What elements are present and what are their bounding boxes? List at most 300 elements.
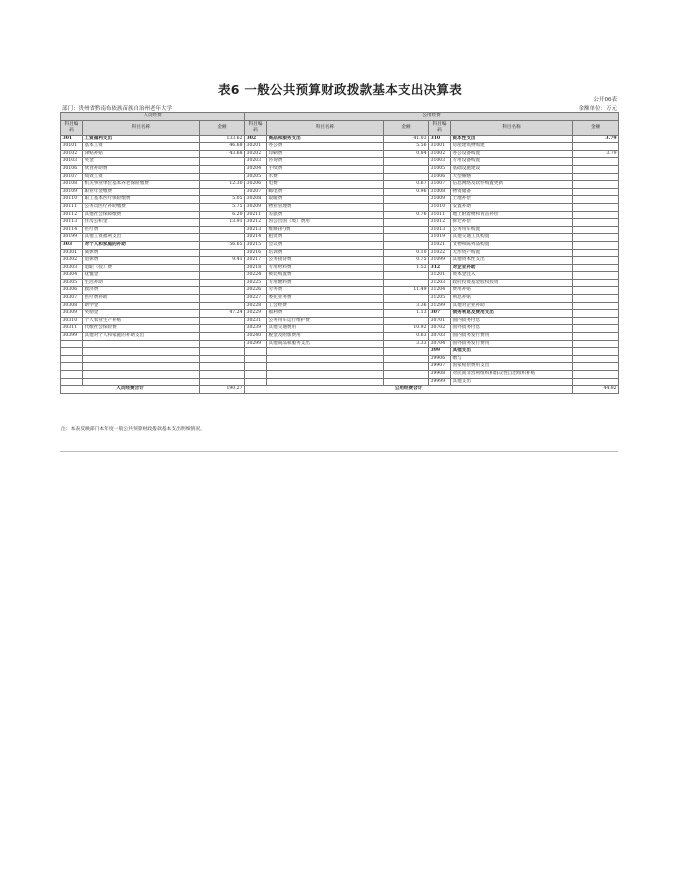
amount-cell [200,264,245,272]
amount-cell [200,355,245,363]
amount-cell [200,226,245,234]
name-cell: 绩效工资 [83,173,200,181]
table-row [61,302,619,310]
name-cell: 印刷费 [267,150,384,158]
code-cell: 30226 [245,287,267,295]
amount-cell [384,378,429,386]
amount-cell [200,340,245,348]
name-cell: 公务接待费 [267,257,384,265]
amount-cell [200,295,245,303]
amount-cell [573,340,619,348]
amount-cell [573,241,619,249]
name-cell: 专用材料费 [267,264,384,272]
code-cell: 30205 [245,173,267,181]
amount-cell [384,234,429,242]
code-cell: 30218 [245,264,267,272]
amount-cell [573,264,619,272]
code-cell: 307 [429,310,451,318]
code-cell: 30307 [61,295,83,303]
name-cell: 水费 [267,173,384,181]
code-cell: 30212 [245,219,267,227]
table-row [61,333,619,341]
code-cell: 31099 [429,257,451,265]
code-cell: 312 [429,264,451,272]
code-cell: 31201 [429,272,451,280]
amount-cell: 56.65 [200,241,245,249]
name-cell: 劳务费 [267,287,384,295]
name-cell: 利息补贴 [451,295,573,303]
name-cell: 其他交通工具购置 [451,234,573,242]
amount-cell [200,325,245,333]
code-cell: 30309 [61,310,83,318]
table-row [61,158,619,166]
table-row [61,287,619,295]
code-cell: 30299 [245,340,267,348]
code-cell: 30399 [61,333,83,341]
name-cell: 公务员医疗补助缴费 [83,203,200,211]
name-cell: 办公费 [267,143,384,151]
table-row [61,325,619,333]
table-row [61,348,619,356]
name-cell: 国内债务付息 [451,317,573,325]
amount-cell [384,371,429,379]
name-cell: 工资福利支出 [83,135,200,143]
amount-cell: 5.05 [200,196,245,204]
amount-cell [200,302,245,310]
name-cell: 对个人和家庭的补助 [83,241,200,249]
table-row [61,196,619,204]
amount-cell: 0.63 [384,333,429,341]
name-cell: 救济费 [83,287,200,295]
table-row [61,257,619,265]
code-cell: 39908 [429,371,451,379]
name-cell: 职工基本医疗保险缴费 [83,196,200,204]
code-cell: 30224 [245,272,267,280]
amount-cell: 0.84 [384,150,429,158]
divider [60,451,618,452]
code-cell: 31205 [429,295,451,303]
name-cell: 伙食补助费 [83,165,200,173]
code-cell: 30109 [61,188,83,196]
table-row [61,317,619,325]
name-cell: 培训费 [267,249,384,257]
code-cell: 30102 [61,150,83,158]
name-cell: 其他支出 [451,378,573,386]
amount-cell [200,378,245,386]
amount-cell [200,165,245,173]
name-cell: 退职（役）费 [83,264,200,272]
department-label: 部门：贵州省黔南布依族苗族自治州老年大学 [62,106,173,112]
name-cell [83,348,200,356]
code-cell: 30305 [61,279,83,287]
table-row [61,272,619,280]
name-cell: 无形资产购置 [451,249,573,257]
name-cell: 离休费 [83,249,200,257]
code-cell: 31006 [429,173,451,181]
code-cell [61,378,83,386]
amount-cell [573,295,619,303]
table-row [61,188,619,196]
name-cell: 赠与 [451,355,573,363]
amount-cell [573,158,619,166]
name-cell: 国外债务付息 [451,325,573,333]
code-cell: 39906 [429,355,451,363]
code-cell: 30227 [245,295,267,303]
name-cell: 咨询费 [267,158,384,166]
amount-cell [573,310,619,318]
code-cell: 31012 [429,219,451,227]
col-code-header: 科目编码 [245,120,267,135]
name-cell: 其他社会保障缴费 [83,211,200,219]
code-cell: 303 [61,241,83,249]
name-cell: 其他对个人和家庭的补助支出 [83,333,200,341]
code-cell [245,371,267,379]
code-cell: 31010 [429,203,451,211]
amount-cell [384,272,429,280]
name-cell: 工会经费 [267,302,384,310]
amount-cell [384,241,429,249]
code-cell [61,340,83,348]
name-cell: 委托业务费 [267,295,384,303]
code-cell: 31299 [429,302,451,310]
amount-cell [573,203,619,211]
table-row [61,226,619,234]
totals-row [61,386,619,394]
column-header-row [61,120,619,135]
name-cell: 取暖费 [267,196,384,204]
amount-cell: 43.68 [200,150,245,158]
code-cell: 30202 [245,150,267,158]
amount-cell [384,203,429,211]
amount-cell [573,173,619,181]
table-row [61,203,619,211]
amount-cell: 5.75 [200,203,245,211]
code-cell: 30214 [245,234,267,242]
code-cell: 30231 [245,317,267,325]
amount-cell: 133.62 [200,135,245,143]
name-cell: 对民间非营利组织和群众性自治组织补贴 [451,371,573,379]
name-cell: 商品和服务支出 [267,135,384,143]
amount-cell: 0.10 [384,249,429,257]
code-cell: 30110 [61,196,83,204]
code-cell: 30203 [245,158,267,166]
name-cell: 文物和陈列品购置 [451,241,573,249]
table-row [61,181,619,189]
amount-cell [384,295,429,303]
code-cell: 302 [245,135,267,143]
code-cell [61,371,83,379]
name-cell: 其他支出 [451,348,573,356]
name-cell: 国内债务发行费用 [451,333,573,341]
personnel-total-value: 190.27 [200,386,245,394]
col-code-header: 科目编码 [429,120,451,135]
table-row [61,295,619,303]
amount-cell [573,188,619,196]
personnel-total-label: 人员经费合计 [61,386,200,394]
name-cell: 对企业补助 [451,264,573,272]
name-cell: 公务用车运行维护费 [267,317,384,325]
amount-cell [573,325,619,333]
code-cell: 31002 [429,150,451,158]
amount-cell [384,196,429,204]
name-cell: 个人农业生产补贴 [83,317,200,325]
amount-cell [200,363,245,371]
code-cell: 30107 [61,173,83,181]
col-amount-header: 金额 [384,120,429,135]
amount-cell: 3.33 [384,340,429,348]
code-cell [245,378,267,386]
code-cell: 31011 [429,211,451,219]
code-cell: 30239 [245,325,267,333]
name-cell: 专用设备购置 [451,158,573,166]
table-row [61,363,619,371]
col-amount-header: 金额 [573,120,619,135]
code-cell: 31009 [429,196,451,204]
table-row [61,340,619,348]
col-name-header: 科目名称 [267,120,384,135]
name-cell: 资本金注入 [451,272,573,280]
name-cell: 办公设备购置 [451,150,573,158]
code-cell: 30702 [429,325,451,333]
amount-cell [573,272,619,280]
name-cell: 政府投资基金股权投资 [451,279,573,287]
amount-cell [573,348,619,356]
code-cell: 31013 [429,226,451,234]
code-cell: 30114 [61,226,83,234]
amount-cell [573,196,619,204]
code-cell [61,363,83,371]
code-cell: 31001 [429,143,451,151]
table-row [61,310,619,318]
name-cell [83,378,200,386]
amount-cell [573,249,619,257]
name-cell [83,371,200,379]
code-cell: 399 [429,348,451,356]
code-cell: 30204 [245,165,267,173]
name-cell: 手续费 [267,165,384,173]
code-cell [245,355,267,363]
name-cell: 其他资本性支出 [451,257,573,265]
amount-cell [384,226,429,234]
amount-cell [573,226,619,234]
code-cell: 30211 [245,211,267,219]
table-row [61,241,619,249]
name-cell: 物资储备 [451,188,573,196]
amount-cell: 1.13 [384,310,429,318]
amount-cell: 0.75 [384,257,429,265]
code-cell: 30311 [61,325,83,333]
name-cell: 机关事业单位基本养老保险缴费 [83,181,200,189]
name-cell [83,355,200,363]
name-cell: 税金及附加费用 [267,333,384,341]
col-code-header: 科目编码 [61,120,83,135]
amount-cell [200,272,245,280]
code-cell: 30201 [245,143,267,151]
name-cell: 生活补助 [83,279,200,287]
name-cell [267,348,384,356]
name-cell: 电费 [267,181,384,189]
table-row [61,378,619,386]
name-cell: 职业年金缴费 [83,188,200,196]
amount-cell [200,173,245,181]
name-cell: 差旅费 [267,211,384,219]
amount-cell [573,371,619,379]
amount-cell [384,165,429,173]
code-cell: 30206 [245,181,267,189]
code-cell: 30228 [245,302,267,310]
col-name-header: 科目名称 [451,120,573,135]
amount-cell [573,219,619,227]
name-cell: 债务利息及费用支出 [451,310,573,318]
name-cell [267,355,384,363]
amount-cell: 13.91 [200,219,245,227]
name-cell: 医疗费补助 [83,295,200,303]
name-cell: 因公出国（境）费用 [267,219,384,227]
amount-cell [384,348,429,356]
name-cell: 资本性支出 [451,135,573,143]
table-row [61,135,619,143]
amount-cell [573,363,619,371]
amount-cell [573,165,619,173]
amount-cell [573,279,619,287]
name-cell: 物业管理费 [267,203,384,211]
name-cell: 奖金 [83,158,200,166]
name-cell: 专用燃料费 [267,279,384,287]
name-cell: 拆迁补偿 [451,219,573,227]
name-cell: 助学金 [83,302,200,310]
amount-cell [573,355,619,363]
name-cell [267,378,384,386]
name-cell: 安置补助 [451,203,573,211]
code-cell: 31003 [429,158,451,166]
code-cell: 30302 [61,257,83,265]
code-cell: 30703 [429,333,451,341]
code-cell: 31203 [429,279,451,287]
amount-cell [573,378,619,386]
amount-cell [573,333,619,341]
amount-cell [200,158,245,166]
name-cell [83,363,200,371]
name-cell: 房屋建筑物购建 [451,143,573,151]
name-cell: 奖励金 [83,310,200,318]
name-cell: 其他工资福利支出 [83,234,200,242]
name-cell: 其他商品和服务支出 [267,340,384,348]
name-cell: 其他交通费用 [267,325,384,333]
table-row [61,249,619,257]
amount-cell: 3.79 [573,150,619,158]
code-cell [245,363,267,371]
table-row [61,211,619,219]
section-personnel: 人员经费 [61,113,245,121]
code-cell: 30240 [245,333,267,341]
table-row [61,279,619,287]
amount-cell [200,249,245,257]
col-amount-header: 金额 [200,120,245,135]
amount-cell: 12.30 [200,181,245,189]
code-cell: 30701 [429,317,451,325]
amount-cell: 9.41 [200,257,245,265]
amount-cell [200,333,245,341]
name-cell: 国家赔偿费用支出 [451,363,573,371]
table-note: 注：本表反映部门本年度一般公共预算财政拨款基本支出明细情况。 [61,427,205,432]
code-cell [61,348,83,356]
amount-cell: 11.49 [384,287,429,295]
table-row [61,150,619,158]
code-cell: 30106 [61,165,83,173]
code-cell: 30199 [61,234,83,242]
name-cell: 福利费 [267,310,384,318]
code-cell: 30207 [245,188,267,196]
amount-cell [573,317,619,325]
code-cell: 30308 [61,302,83,310]
amount-cell [384,173,429,181]
table-row [61,264,619,272]
code-cell: 30217 [245,257,267,265]
name-cell: 基础设施建设 [451,165,573,173]
code-cell: 31005 [429,165,451,173]
amount-cell: 0.67 [384,181,429,189]
amount-cell: 6.20 [200,211,245,219]
name-cell: 会议费 [267,241,384,249]
name-cell: 公务用车购置 [451,226,573,234]
code-cell: 30306 [61,287,83,295]
amount-cell [573,211,619,219]
amount-cell [384,317,429,325]
code-cell: 30209 [245,203,267,211]
code-cell: 31008 [429,188,451,196]
code-cell: 31022 [429,249,451,257]
code-cell: 30304 [61,272,83,280]
code-cell: 39907 [429,363,451,371]
amount-cell [200,348,245,356]
name-cell [83,340,200,348]
code-cell: 30225 [245,279,267,287]
name-cell: 抚恤金 [83,272,200,280]
code-cell [245,348,267,356]
expenditure-table [60,112,619,394]
table-row [61,143,619,151]
table-row [61,165,619,173]
name-cell: 津贴补贴 [83,150,200,158]
amount-cell [573,181,619,189]
code-cell: 30103 [61,158,83,166]
amount-cell [384,219,429,227]
code-cell: 30213 [245,226,267,234]
code-cell: 30704 [429,340,451,348]
amount-cell: 3.79 [573,135,619,143]
code-cell: 39999 [429,378,451,386]
table-row [61,234,619,242]
amount-cell [573,257,619,265]
name-cell: 地上附着物和青苗补偿 [451,211,573,219]
code-cell: 30108 [61,181,83,189]
amount-cell: 46.68 [200,143,245,151]
amount-cell: 1.52 [384,264,429,272]
name-cell: 代缴社会保险费 [83,325,200,333]
amount-cell: 3.36 [384,302,429,310]
section-public: 公用经费 [245,113,619,121]
public-total-label: 公用经费合计 [245,386,573,394]
name-cell: 基本工资 [83,143,200,151]
amount-cell [573,143,619,151]
code-cell: 30215 [245,241,267,249]
name-cell: 住房公积金 [83,219,200,227]
table-row [61,219,619,227]
amount-cell: 41.03 [384,135,429,143]
table-row [61,371,619,379]
name-cell: 土地补偿 [451,196,573,204]
code-cell: 31204 [429,287,451,295]
